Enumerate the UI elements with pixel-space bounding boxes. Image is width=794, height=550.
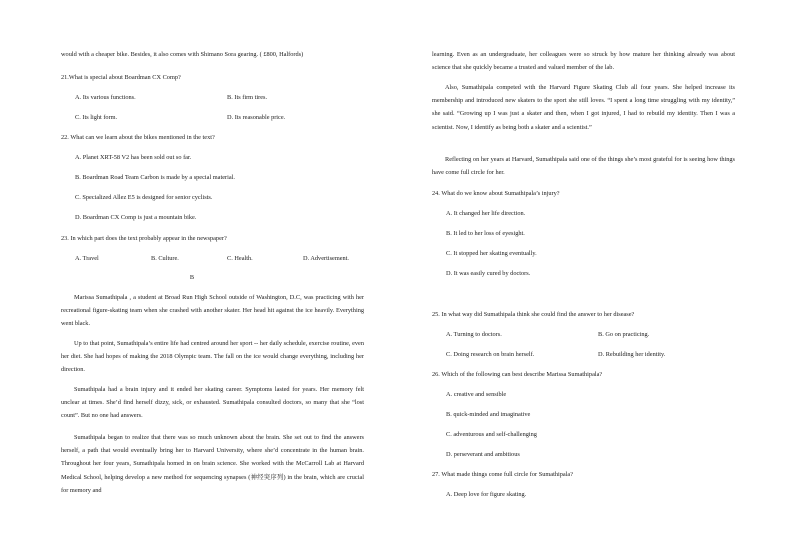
q23-option-b: B. Culture. [151,255,179,262]
q21-option-d: D. Its reasonable price. [227,114,286,121]
question-22-stem: 22. What can we learn about the bikes mentioned in the text? [61,134,215,141]
q23-option-c: C. Health. [227,255,253,262]
q25-option-d: D. Rebuilding her identity. [598,351,666,358]
question-27-stem: 27. What made things come full circle for Sumathipala? [432,471,573,478]
q23-option-d: D. Advertisement. [303,255,349,262]
q24-option-c: C. It stopped her skating eventually. [446,250,537,257]
q26-option-a: A. creative and sensible [446,391,507,398]
q26-option-c: C. adventurous and self-challenging [446,431,537,438]
q25-option-c: C. Doing research on brain herself. [446,351,535,358]
passage-paragraph-2: Up to that point, Sumathipala’s entire life had centred around her sport -- her daily schedule, exercise routine, even her diet. She had hopes of making the 2018 Olympic team. The fall on the ice would change everything, including her direction. [61,340,364,374]
q22-option-b: B. Boardman Road Team Carbon is made by a special material. [75,174,235,181]
q26-option-d: D. perseverant and ambitious [446,451,520,458]
passage-paragraph-7: Reflecting on her years at Harvard, Sumathipala said one of the things she’s most grateful for is seeing how things have come full circle for her. [432,156,735,177]
q21-option-b: B. Its firm tires. [227,94,268,101]
q27-option-a: A. Deep love for figure skating. [446,491,527,498]
passage-paragraph-1: Marissa Sumathipala , a student at Broad Run High School outside of Washington, D.C, was practicing with her recreational figure-skating team when she crashed with another skater. Her head hit against the ice heavily. Everything went black. [61,294,364,328]
question-26-stem: 26. Which of the following can best describe Marissa Sumathipala? [432,371,603,378]
question-21-stem: 21.What is special about Boardman CX Comp? [61,74,181,81]
passage-paragraph-6: Also, Sumathipala competed with the Harvard Figure Skating Club all four years. She helped increase its membership and introduced new skaters to the sport she still loves. “I spent a long time struggling with my identity,” she said. “Growing up I was just a skater and then, when I got injured, I had to rebuild my identity. Then I was a scientist. Now, I identify as being both a skater and a scientist.” [432,84,735,131]
intro-line: would with a cheaper bike. Besides, it also comes with Shimano Sora gearing. ( £800, Halfords) [61,51,304,58]
question-24-stem: 24. What do we know about Sumathipala’s injury? [432,190,560,197]
q22-option-a: A. Planet XRT-58 V2 has been sold out so far. [75,154,192,161]
question-23-stem: 23. In which part does the text probably appear in the newspaper? [61,235,227,242]
passage-paragraph-4: Sumathipala began to realize that there was so much unknown about the brain. She set out to find the answers herself, a path that would eventually bring her to Harvard University, where she’d concentrate in the human brain. Throughout her four years, Sumathipala homed in on brain science. She worked with the McCarroll Lab at Harvard Medical School, helping develop a new method for sequencing synapses (神经突序列) in the brain, which are crucial for memory and [61,434,364,494]
q23-option-a: A. Travel [75,255,99,262]
q21-option-a: A. Its various functions. [75,94,136,101]
passage-paragraph-3: Sumathipala had a brain injury and it ended her skating career. Symptoms lasted for years. Her memory felt unclear at times. She’d find herself dizzy, sick, or exhausted. Sumathipala consulted doctors, so many that she “lost count”. But no one had answers. [61,386,364,420]
q24-option-a: A. It changed her life direction. [446,210,526,217]
q24-option-d: D. It was easily cured by doctors. [446,270,531,277]
q24-option-b: B. It led to her loss of eyesight. [446,230,525,237]
q26-option-b: B. quick-minded and imaginative [446,411,531,418]
q21-option-c: C. Its light form. [75,114,118,121]
q25-option-a: A. Turning to doctors. [446,331,502,338]
q22-option-c: C. Specialized Allez E5 is designed for senior cyclists. [75,194,213,201]
passage-paragraph-5: learning. Even as an undergraduate, her colleagues were so struck by how mature her thinking already was about science that she quickly became a trusted and valued member of the lab. [432,51,735,72]
section-heading: B [189,274,195,281]
question-25-stem: 25. In what way did Sumathipala think she could find the answer to her disease? [432,311,635,318]
q22-option-d: D. Boardman CX Comp is just a mountain bike. [75,214,197,221]
q25-option-b: B. Go on practicing. [598,331,650,338]
